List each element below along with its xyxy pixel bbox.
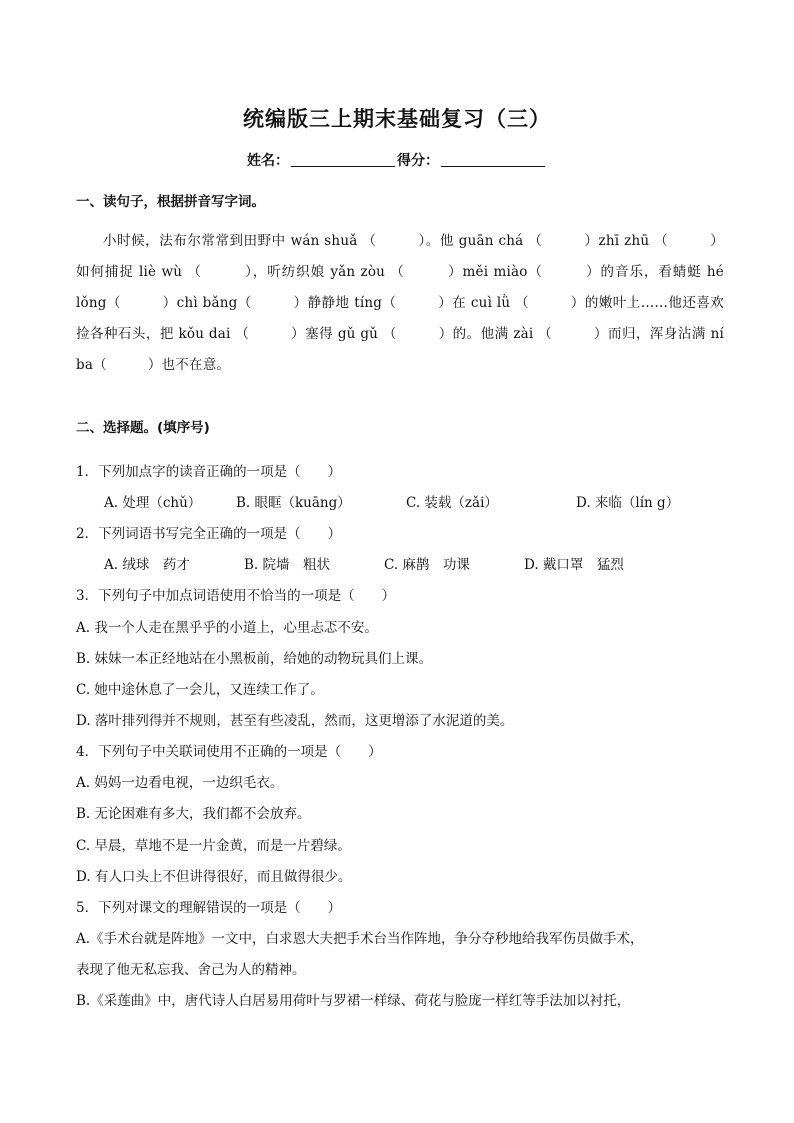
q5-option-a-line1: A.《手术台就是阵地》一文中，白求恩大夫把手术台当作阵地，争分夺秒地给我军伤员做手术，	[76, 931, 644, 947]
q2-option-b: B. 院墙 粗状	[244, 557, 331, 573]
q1-options	[104, 491, 679, 511]
q2-option-d: D. 戴口罩 猛烈	[524, 557, 624, 573]
section2-heading: 二、选择题。(填序号)	[76, 420, 210, 436]
q1-option-a: A. 处理（chǔ）	[104, 495, 202, 511]
q4-stem: 4．下列句子中关联词使用不正确的一项是（ ）	[76, 744, 382, 760]
q3-option-a: A. 我一个人走在黑乎乎的小道上，心里忐忑不安。	[76, 620, 378, 636]
q2-stem: 2．下列词语书写完全正确的一项是（ ）	[76, 526, 342, 542]
q2-option-c: C. 麻鹊 功课	[384, 557, 470, 573]
q1-stem: 1．下列加点字的读音正确的一项是（ ）	[76, 464, 342, 480]
name-label: 姓名：	[247, 153, 289, 169]
q3-stem: 3．下列句子中加点词语使用不恰当的一项是（ ）	[76, 588, 396, 604]
q4-option-c: C. 早晨，草地不是一片金黄，而是一片碧绿。	[76, 838, 351, 854]
q1-option-b: B. 眼眶（kuāng）	[236, 495, 351, 511]
q2-option-a: A. 绒球 药才	[104, 557, 190, 573]
name-blank[interactable]	[291, 152, 395, 167]
page-title: 统编版三上期末基础复习（三）	[243, 107, 551, 131]
q4-option-a: A. 妈妈一边看电视，一边织毛衣。	[76, 775, 284, 791]
q2-options	[104, 553, 624, 573]
q3-option-d: D. 落叶排列得并不规则，甚至有些凌乱，然而，这更增添了水泥道的美。	[76, 713, 514, 729]
q5-option-a-line2: 表现了他无私忘我、舍己为人的精神。	[76, 962, 306, 978]
section1-paragraph: 小时候，法布尔常常到田野中 wán shuǎ （ ）。他 guān chá （ ）zhī zhū （ ）如何捕捉 liè wù （ ），听纺织娘 yǎn zòu （ ）měi miào（ ）的音乐，看蜻蜓 hé lǒng（ ）chì bǎng（ ）静静地 tíng（ ）在 cuì lǜ （ ）的嫩叶上……他还喜欢捡各种石头，把 kǒu dai （ ）塞得 gǔ gǔ （ ）的。他满 zài （ ）而归，浑身沾满 ní ba（ ）也不在意。	[76, 233, 724, 373]
q3-option-c: C. 她中途休息了一会儿，又连续工作了。	[76, 682, 324, 698]
q1-option-d: D. 来临（lín g）	[576, 495, 680, 511]
q5-option-b-line1: B.《采莲曲》中，唐代诗人白居易用荷叶与罗裙一样绿、荷花与脸庞一样红等手法加以衬托，	[76, 993, 631, 1009]
score-blank[interactable]	[441, 152, 545, 167]
name-score-row	[0, 150, 794, 170]
section1-heading: 一、读句子，根据拼音写字词。	[76, 194, 265, 210]
q4-option-b: B. 无论困难有多大，我们都不会放弃。	[76, 806, 311, 822]
score-label: 得分：	[397, 153, 439, 169]
q5-stem: 5．下列对课文的理解错误的一项是（ ）	[76, 900, 342, 916]
q4-option-d: D. 有人口头上不但讲得很好，而且做得很少。	[76, 869, 352, 885]
q1-option-c: C. 装载（zǎi）	[406, 495, 498, 511]
q3-option-b: B. 妹妹一本正经地站在小黑板前，给她的动物玩具们上课。	[76, 651, 433, 667]
